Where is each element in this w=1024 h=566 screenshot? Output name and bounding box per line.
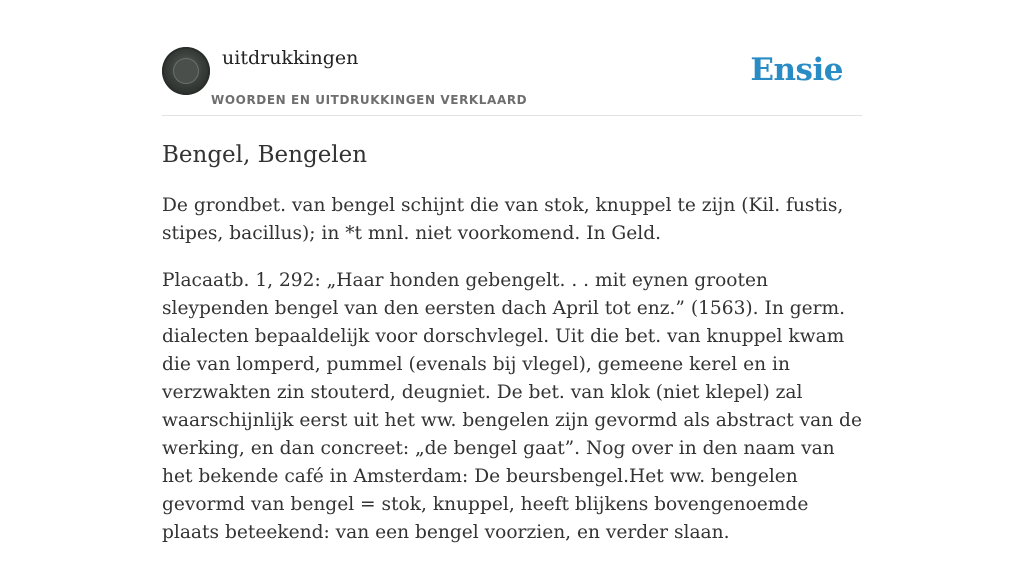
profile-tagline: WOORDEN EN UITDRUKKINGEN VERKLAARD: [211, 93, 528, 107]
article-paragraph: Placaatb. 1, 292: „Haar honden gebengelt. . . mit eynen grooten sleypenden bengel van den eersten dach April tot enz.” (1563). In germ. dialecten bepaaldelijk voor dorschvlegel. Uit die bet. van knuppel kwam die van lomperd, pummel (evenals bij vlegel), gemeene kerel en in verzwakten zin stouterd, deugniet. De bet. van klok (niet klepel) zal waarschijnlijk eerst uit het ww. bengelen zijn gevormd als abstract van de werking, en dan concreet: „de bengel gaat”. Nog over in den naam van het bekende café in Amsterdam: De beursbengel.Het ww. bengelen gevormd van bengel = stok, knuppel, heeft blijkens bovengenoemde plaats beteekend: van een bengel voorzien, en verder slaan.: [162, 270, 862, 543]
header-divider: [162, 115, 862, 116]
article-paragraph: De grondbet. van bengel schijnt die van stok, knuppel te zijn (Kil. fustis, stipes, bacillus); in *t mnl. niet voorkomend. In Geld.: [162, 195, 844, 244]
profile-username-link[interactable]: uitdrukkingen: [222, 47, 359, 69]
avatar[interactable]: [162, 47, 210, 95]
page-title: Bengel, Bengelen: [162, 142, 368, 168]
article-body: [162, 192, 867, 566]
site-header: [162, 46, 862, 116]
ensie-logo-link[interactable]: Ensie: [750, 52, 843, 88]
